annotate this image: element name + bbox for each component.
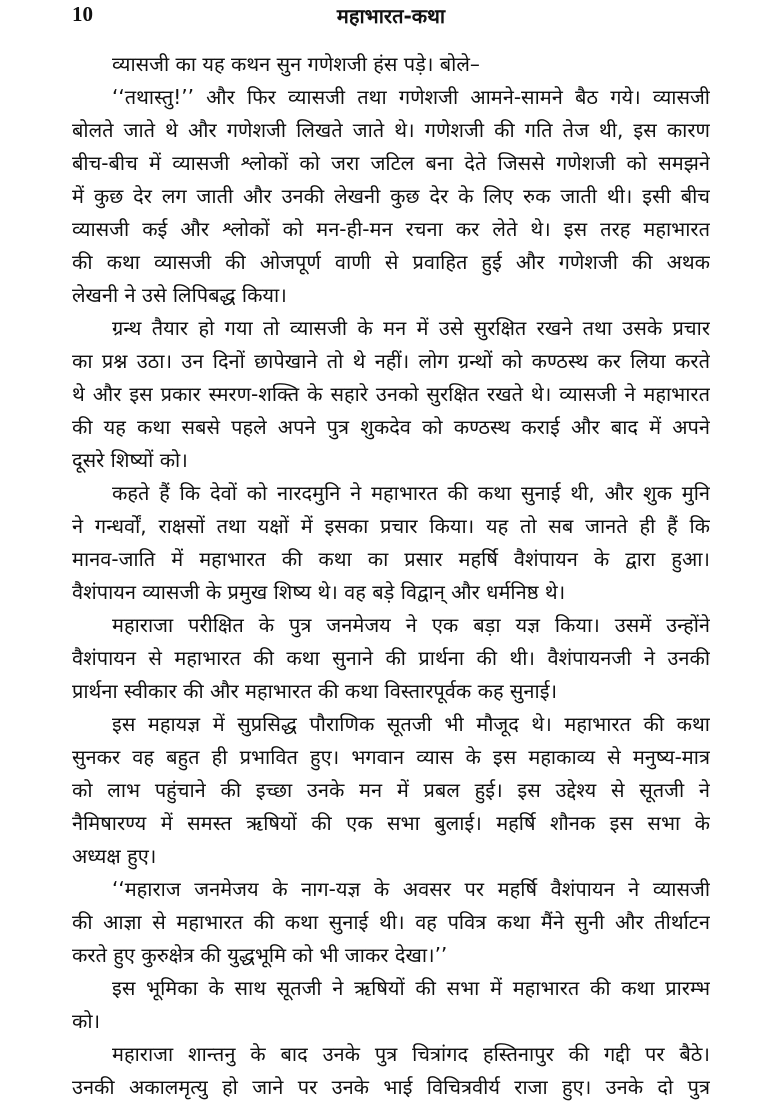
text-line: इस भूमिका के साथ सूतजी ने ऋषियों की सभा में महाभारत की कथा प्रारम्भ bbox=[112, 976, 710, 1000]
text-line: सुनकर वह बहुत ही प्रभावित हुए। भगवान व्यास के इस महाकाव्य से मनुष्य-मात्र bbox=[72, 745, 710, 769]
text-line: उनकी अकालमृत्यु हो जाने पर उनके भाई विचित्रवीर्य राजा हुए। उनके दो पुत्र bbox=[72, 1075, 710, 1099]
text-line: इस महायज्ञ में सुप्रसिद्ध पौराणिक सूतजी भी मौजूद थे। महाभारत की कथा bbox=[112, 712, 710, 736]
paragraph bbox=[72, 48, 710, 81]
paragraph bbox=[72, 708, 710, 873]
paragraph bbox=[72, 1038, 710, 1104]
text-line: की आज्ञा से महाभारत की कथा सुनाई थी। वह पवित्र कथा मैंने सुनी और तीर्थाटन bbox=[72, 910, 710, 934]
text-line: ने गन्धर्वों, राक्षसों तथा यक्षों में इसका प्रचार किया। यह तो सब जानते ही हैं कि bbox=[72, 514, 710, 538]
text-line: का प्रश्न उठा। उन दिनों छापेखाने तो थे नहीं। लोग ग्रन्थों को कण्ठस्थ कर लिया करते bbox=[72, 349, 710, 373]
text-line: करते हुए कुरुक्षेत्र की युद्धभूमि को भी जाकर देखा।’’ bbox=[72, 943, 448, 967]
text-line: वैशंपायन से महाभारत की कथा सुनाने की प्रार्थना की थी। वैशंपायनजी ने उनकी bbox=[72, 646, 710, 670]
paragraph bbox=[72, 312, 710, 477]
text-line: दूसरे शिष्यों को। bbox=[72, 448, 188, 472]
text-line: बीच-बीच में व्यासजी श्लोकों को जरा जटिल बना देते जिससे गणेशजी को समझने bbox=[72, 151, 710, 175]
page-number: 10 bbox=[72, 2, 93, 26]
text-line: व्यासजी कई और श्लोकों को मन-ही-मन रचना कर लेते थे। इस तरह महाभारत bbox=[72, 217, 710, 241]
paragraph bbox=[72, 477, 710, 609]
paragraph bbox=[72, 873, 710, 972]
paragraph bbox=[72, 972, 710, 1038]
text-line: कहते हैं कि देवों को नारदमुनि ने महाभारत की कथा सुनाई थी, और शुक मुनि bbox=[112, 481, 710, 505]
text-line: नैमिषारण्य में समस्त ऋषियों की एक सभा बुलाई। महर्षि शौनक इस सभा के bbox=[72, 811, 710, 835]
text-line: प्रार्थना स्वीकार की और महाभारत की कथा विस्तारपूर्वक कह सुनाई। bbox=[72, 679, 558, 703]
text-line: मानव-जाति में महाभारत की कथा का प्रसार महर्षि वैशंपायन के द्वारा हुआ। bbox=[72, 547, 710, 571]
text-line: ‘‘महाराज जनमेजय के नाग-यज्ञ के अवसर पर महर्षि वैशंपायन ने व्यासजी bbox=[112, 877, 710, 901]
running-title: महाभारत-कथा bbox=[336, 4, 446, 28]
paragraph bbox=[72, 81, 710, 312]
page-header bbox=[72, 2, 710, 32]
text-line: महाराजा शान्तनु के बाद उनके पुत्र चित्रांगद हस्तिनापुर की गद्दी पर बैठे। bbox=[112, 1042, 710, 1066]
text-line: को। bbox=[72, 1009, 101, 1033]
text-line: को लाभ पहुंचाने की इच्छा उनके मन में प्रबल हुई। इस उद्देश्य से सूतजी ने bbox=[72, 778, 710, 802]
text-line: ‘‘तथास्तु!’’ और फिर व्यासजी तथा गणेशजी आमने-सामने बैठ गये। व्यासजी bbox=[112, 85, 710, 109]
paragraph bbox=[72, 609, 710, 708]
text-line: में कुछ देर लग जाती और उनकी लेखनी कुछ देर के लिए रुक जाती थी। इसी बीच bbox=[72, 184, 710, 208]
text-line: की कथा व्यासजी की ओजपूर्ण वाणी से प्रवाहित हुई और गणेशजी की अथक bbox=[72, 250, 710, 274]
text-line: व्यासजी का यह कथन सुन गणेशजी हंस पड़े। बोले– bbox=[112, 52, 480, 76]
text-line: वैशंपायन व्यासजी के प्रमुख शिष्य थे। वह बड़े विद्वान् और धर्मनिष्ठ थे। bbox=[72, 580, 566, 604]
text-line: महाराजा परीक्षित के पुत्र जनमेजय ने एक बड़ा यज्ञ किया। उसमें उन्होंने bbox=[112, 613, 710, 637]
page-body bbox=[72, 48, 710, 1104]
text-line: की यह कथा सबसे पहले अपने पुत्र शुकदेव को कण्ठस्थ कराई और बाद में अपने bbox=[72, 415, 710, 439]
text-line: बोलते जाते थे और गणेशजी लिखते जाते थे। गणेशजी की गति तेज थी, इस कारण bbox=[72, 118, 710, 142]
text-line: लेखनी ने उसे लिपिबद्ध किया। bbox=[72, 283, 287, 307]
text-line: अध्यक्ष हुए। bbox=[72, 844, 157, 868]
text-line: थे और इस प्रकार स्मरण-शक्ति के सहारे उनको सुरक्षित रखते थे। व्यासजी ने महाभारत bbox=[72, 382, 710, 406]
text-line: ग्रन्थ तैयार हो गया तो व्यासजी के मन में उसे सुरक्षित रखने तथा उसके प्रचार bbox=[112, 316, 710, 340]
